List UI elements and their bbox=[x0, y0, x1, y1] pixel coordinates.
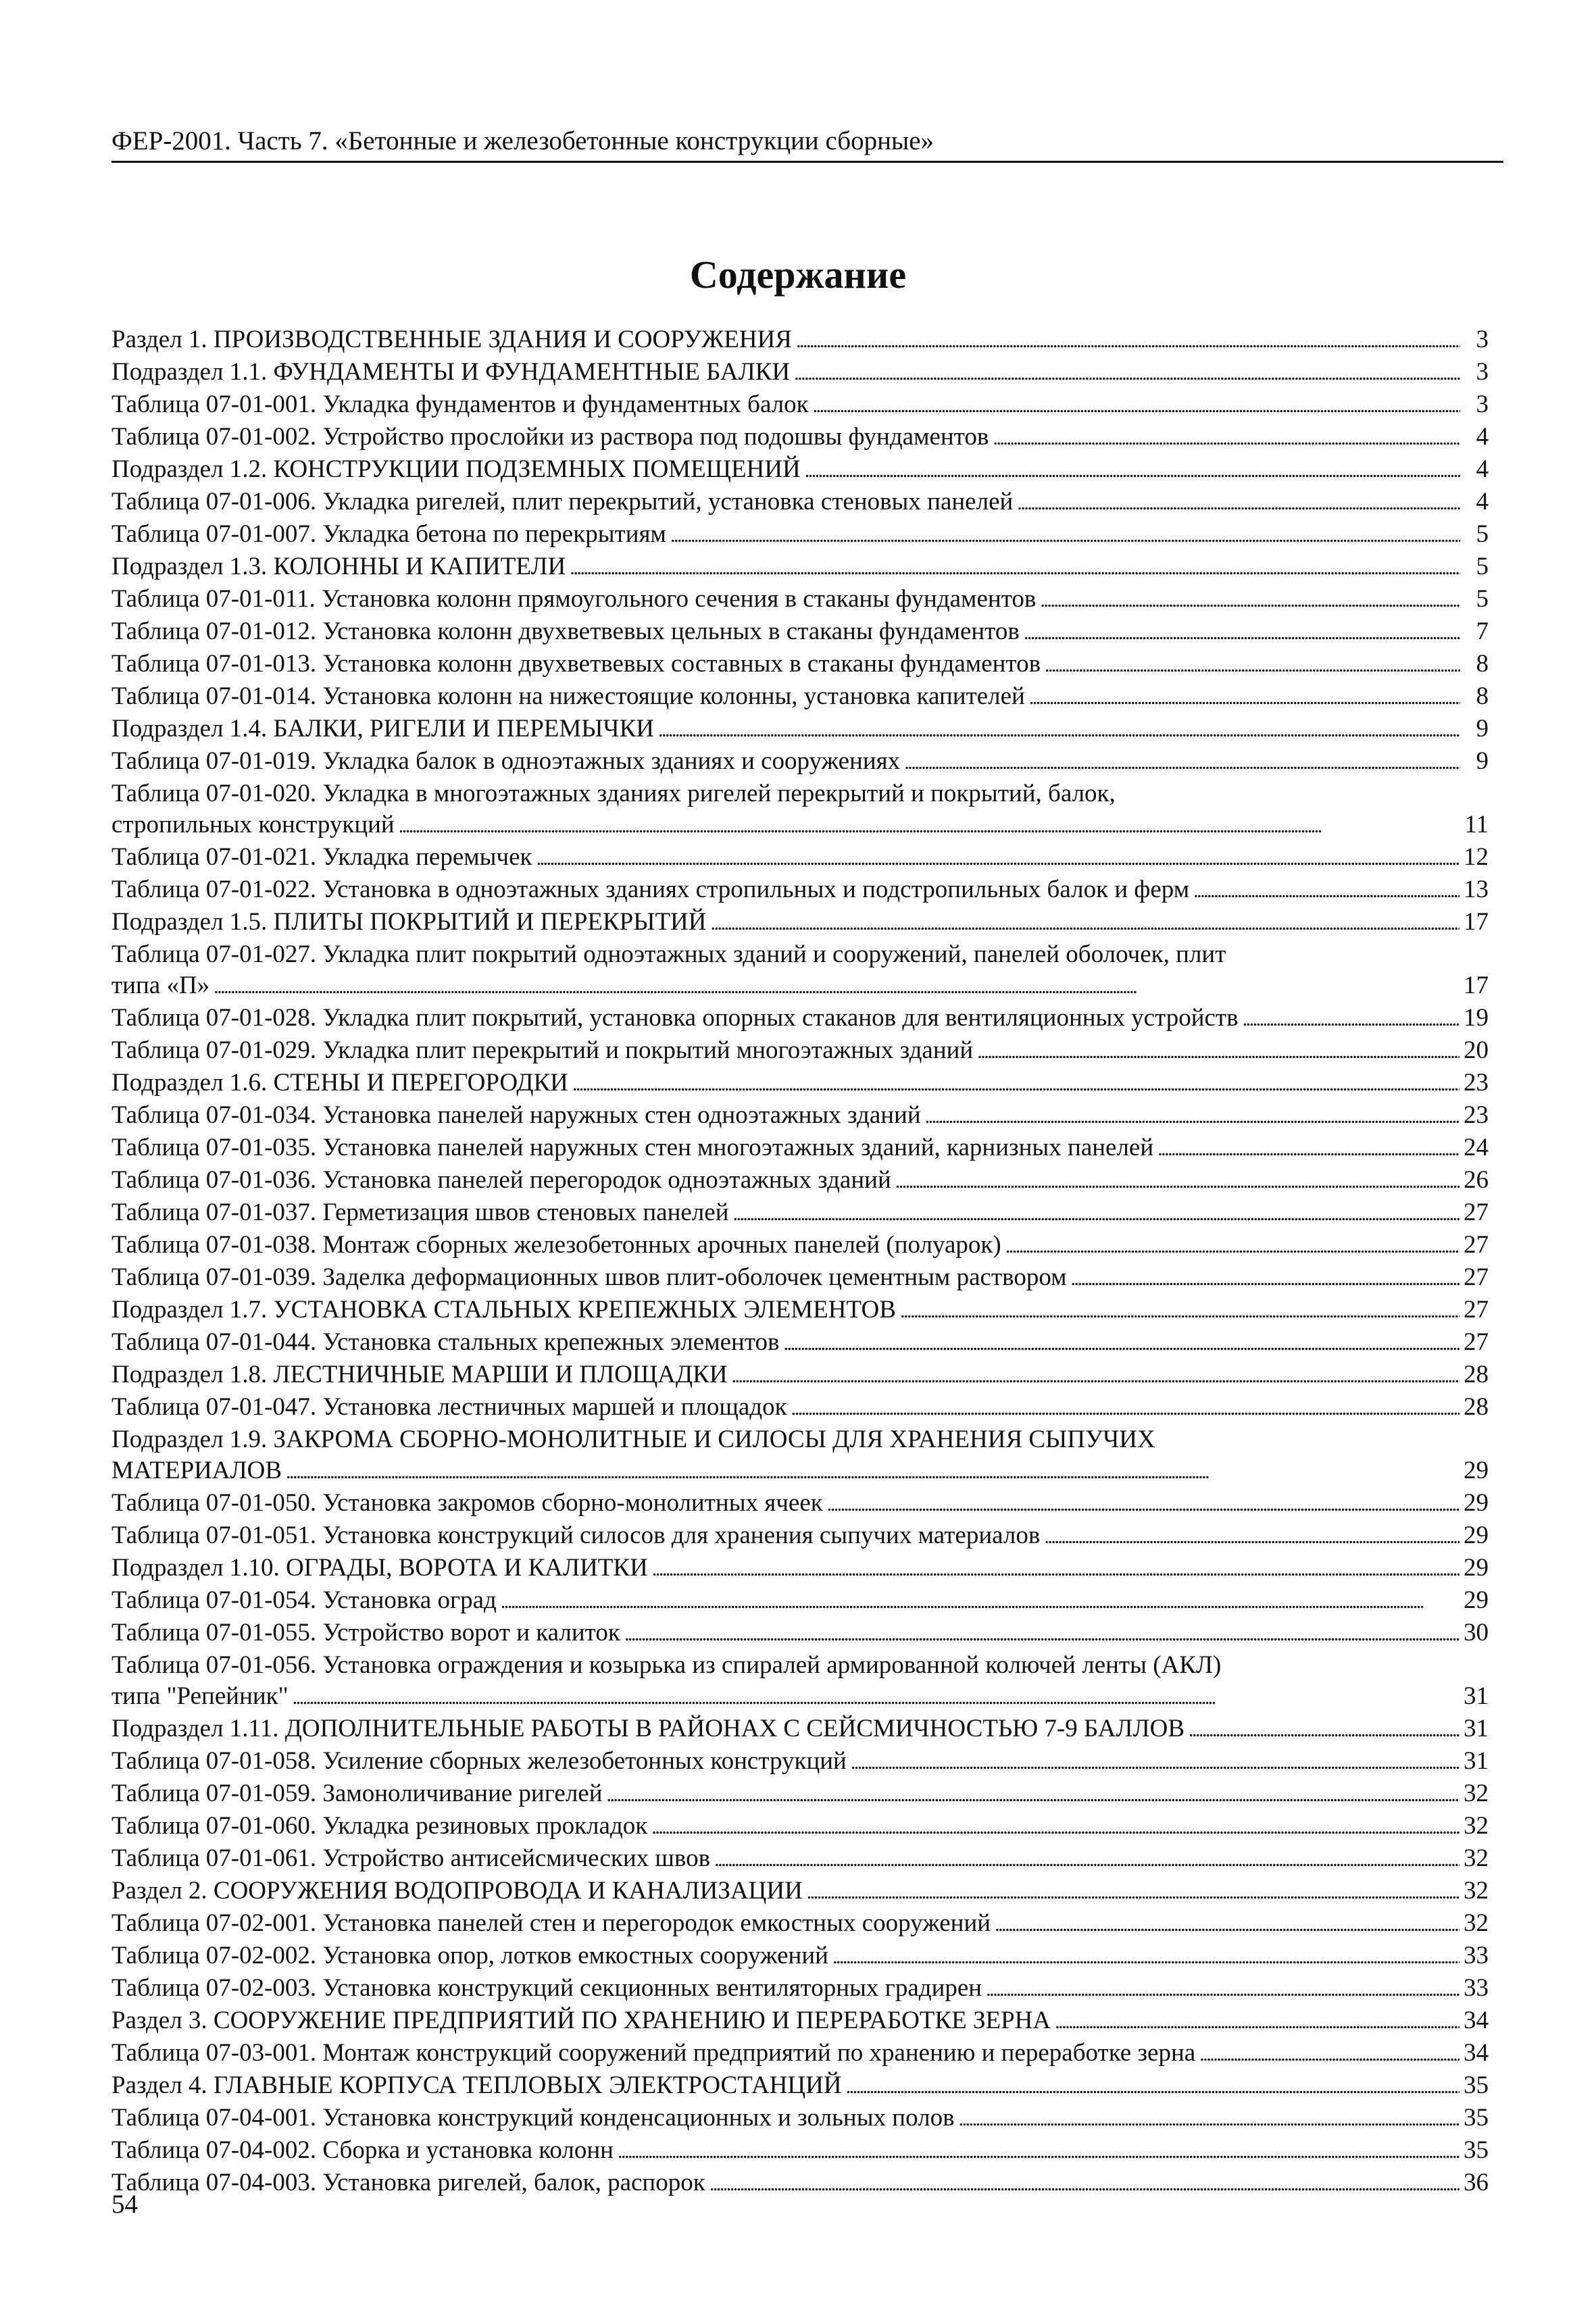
dot-leader bbox=[784, 1327, 1460, 1359]
toc-section-entry[interactable] bbox=[111, 324, 1489, 357]
toc-entry-page: 3 bbox=[1476, 391, 1489, 418]
toc-section-entry[interactable] bbox=[111, 357, 1489, 389]
toc-entry-row bbox=[111, 1100, 1489, 1132]
toc-entry-label: Таблица 07-01-036. Установка панелей перегородок одноэтажных зданий bbox=[111, 1166, 891, 1194]
toc-entry-page: 31 bbox=[1464, 1715, 1489, 1742]
toc-entry-page: 29 bbox=[1464, 1457, 1489, 1484]
toc-table-entry[interactable] bbox=[111, 842, 1489, 874]
toc-entry-row bbox=[111, 1197, 1489, 1230]
toc-entry-page: 28 bbox=[1464, 1393, 1489, 1421]
toc-entry-page: 27 bbox=[1464, 1328, 1489, 1356]
toc-entry-label: Подраздел 1.4. БАЛКИ, РИГЕЛИ И ПЕРЕМЫЧКИ bbox=[111, 715, 654, 743]
toc-entry-row bbox=[111, 1778, 1489, 1811]
toc-entry-row bbox=[111, 389, 1489, 422]
toc-table-entry[interactable] bbox=[111, 1650, 1489, 1713]
toc-table-entry[interactable] bbox=[111, 1262, 1489, 1294]
toc-entry-label: Подраздел 1.6. СТЕНЫ И ПЕРЕГОРОДКИ bbox=[111, 1069, 568, 1097]
dot-leader bbox=[711, 907, 1460, 939]
toc-entry-label: Таблица 07-01-001. Укладка фундаментов и фундаментных балок bbox=[111, 391, 809, 418]
toc-entry-row bbox=[111, 2103, 1489, 2135]
dot-leader bbox=[658, 713, 1460, 746]
toc-entry-label: Таблица 07-01-035. Установка панелей наружных стен многоэтажных зданий, карнизных панелей bbox=[111, 1134, 1154, 1161]
toc-entry-row bbox=[111, 1165, 1489, 1197]
toc-entry-page: 32 bbox=[1464, 1812, 1489, 1840]
toc-table-entry[interactable] bbox=[111, 1197, 1489, 1230]
toc-entry-first-line: Таблица 07-01-056. Установка ограждения и козырька из спиралей армированной колючей ленты (АКЛ) bbox=[111, 1651, 1222, 1679]
dot-leader bbox=[714, 1843, 1460, 1876]
dot-leader bbox=[537, 842, 1460, 874]
toc-entry-page: 30 bbox=[1464, 1619, 1489, 1646]
toc-entry-page: 24 bbox=[1464, 1134, 1489, 1161]
dot-leader bbox=[1157, 1132, 1460, 1165]
toc-section-entry[interactable] bbox=[111, 1713, 1489, 1746]
dot-leader bbox=[832, 1940, 1460, 1973]
toc-entry-page: 5 bbox=[1476, 553, 1489, 580]
toc-table-entry[interactable] bbox=[111, 1520, 1489, 1553]
toc-section-entry[interactable] bbox=[111, 713, 1489, 746]
toc-entry-page: 32 bbox=[1464, 1877, 1489, 1905]
toc-entry-page: 20 bbox=[1464, 1036, 1489, 1064]
toc-table-entry[interactable] bbox=[111, 1746, 1489, 1778]
toc-entry-row bbox=[111, 746, 1489, 778]
dot-leader bbox=[1017, 486, 1460, 519]
dot-leader bbox=[732, 1359, 1460, 1392]
toc-entry-row bbox=[111, 1035, 1489, 1067]
dot-leader bbox=[827, 1488, 1460, 1520]
toc-entry-page: 35 bbox=[1464, 2136, 1489, 2164]
dot-leader bbox=[794, 357, 1460, 389]
toc-entry-page: 31 bbox=[1464, 1747, 1489, 1775]
toc-entry-row bbox=[111, 1940, 1489, 1973]
toc-entry-label: Подраздел 1.3. КОЛОННЫ И КАПИТЕЛИ bbox=[111, 553, 566, 580]
toc-entry-row bbox=[111, 1553, 1489, 1585]
toc-entry-label: Подраздел 1.11. ДОПОЛНИТЕЛЬНЫЕ РАБОТЫ В РАЙОНАХ С СЕЙСМИЧНОСТЬЮ 7-9 БАЛЛОВ bbox=[111, 1715, 1185, 1742]
toc-entry-row bbox=[111, 1230, 1489, 1262]
toc-entry-row bbox=[111, 422, 1489, 454]
dot-leader bbox=[805, 454, 1460, 486]
dot-leader bbox=[607, 1778, 1460, 1811]
toc-entry-row bbox=[111, 1876, 1489, 1908]
toc-entry-row bbox=[111, 1359, 1489, 1392]
toc-entry-label: Таблица 07-01-054. Установка оград bbox=[111, 1586, 497, 1614]
toc-table-entry[interactable] bbox=[111, 939, 1489, 1003]
dot-leader bbox=[977, 1035, 1460, 1067]
dot-leader bbox=[286, 1455, 1460, 1488]
toc-entry-label: Раздел 2. СООРУЖЕНИЯ ВОДОПРОВОДА И КАНАЛИЗАЦИИ bbox=[111, 1877, 803, 1905]
toc-table-entry[interactable] bbox=[111, 584, 1489, 616]
dot-leader bbox=[1044, 1520, 1460, 1553]
dot-leader bbox=[796, 324, 1460, 357]
toc-entry-page: 17 bbox=[1464, 908, 1489, 936]
toc-entry-row bbox=[111, 1067, 1489, 1100]
toc-entry-label: Таблица 07-01-055. Устройство ворот и калиток bbox=[111, 1619, 620, 1646]
dot-leader bbox=[791, 1392, 1460, 1424]
dot-leader bbox=[651, 1811, 1460, 1843]
toc-entry-first-line: Подраздел 1.9. ЗАКРОМА СБОРНО-МОНОЛИТНЫЕ И СИЛОСЫ ДЛЯ ХРАНЕНИЯ СЫПУЧИХ bbox=[111, 1426, 1155, 1453]
toc-entry-page: 5 bbox=[1476, 520, 1489, 548]
toc-table-entry[interactable] bbox=[111, 1488, 1489, 1520]
toc-entry-row bbox=[111, 874, 1489, 907]
toc-entry-page: 11 bbox=[1464, 811, 1489, 838]
toc-table-entry[interactable] bbox=[111, 1035, 1489, 1067]
dot-leader bbox=[895, 1165, 1460, 1197]
dot-leader bbox=[1199, 2038, 1460, 2070]
toc-entry-page: 35 bbox=[1464, 2071, 1489, 2099]
dot-leader bbox=[1071, 1262, 1460, 1294]
toc-table-entry[interactable] bbox=[111, 2103, 1489, 2135]
toc-section-entry[interactable] bbox=[111, 907, 1489, 939]
toc-entry-page: 34 bbox=[1464, 2039, 1489, 2067]
dot-leader bbox=[399, 809, 1460, 842]
dot-leader bbox=[851, 1746, 1460, 1778]
toc-entry-label: Подраздел 1.5. ПЛИТЫ ПОКРЫТИЙ И ПЕРЕКРЫТИЙ bbox=[111, 908, 707, 936]
toc-table-entry[interactable] bbox=[111, 616, 1489, 649]
toc-table-entry[interactable] bbox=[111, 1843, 1489, 1876]
toc-entry-row bbox=[111, 681, 1489, 713]
dot-leader bbox=[1189, 1713, 1460, 1746]
toc-entry-row bbox=[111, 1392, 1489, 1424]
dot-leader bbox=[1005, 1230, 1460, 1262]
dot-leader bbox=[293, 1681, 1460, 1713]
toc-entry-page: 33 bbox=[1464, 1942, 1489, 1969]
toc-table-entry[interactable] bbox=[111, 1327, 1489, 1359]
toc-table-entry[interactable] bbox=[111, 389, 1489, 422]
toc-entry-label: Таблица 07-01-007. Укладка бетона по перекрытиям bbox=[111, 520, 666, 548]
toc-entry-label: Раздел 1. ПРОИЗВОДСТВЕННЫЕ ЗДАНИЯ И СООРУЖЕНИЯ bbox=[111, 326, 792, 353]
toc-entry-row bbox=[111, 1746, 1489, 1778]
toc-entry-page: 13 bbox=[1464, 876, 1489, 903]
toc-entry-label: Таблица 07-01-047. Установка лестничных маршей и площадок bbox=[111, 1393, 787, 1421]
toc-entry-row bbox=[111, 713, 1489, 746]
toc-entry-page: 9 bbox=[1476, 715, 1489, 743]
toc-entry-row bbox=[111, 1455, 1489, 1488]
toc-section-entry[interactable] bbox=[111, 1553, 1489, 1585]
toc-table-entry[interactable] bbox=[111, 1392, 1489, 1424]
toc-entry-row bbox=[111, 2070, 1489, 2103]
dot-leader bbox=[1243, 1003, 1460, 1035]
toc-entry-label: Таблица 07-02-002. Установка опор, лотков емкостных сооружений bbox=[111, 1942, 828, 1969]
toc-table-entry[interactable] bbox=[111, 1132, 1489, 1165]
toc-entry-row bbox=[111, 907, 1489, 939]
toc-entry-label: типа «П» bbox=[111, 972, 210, 999]
toc-entry-page: 32 bbox=[1464, 1909, 1489, 1937]
toc-entry-label: Таблица 07-01-038. Монтаж сборных железобетонных арочных панелей (полуарок) bbox=[111, 1231, 1001, 1259]
toc-entry-row bbox=[111, 1973, 1489, 2005]
toc-entry-row bbox=[111, 842, 1489, 874]
toc-entry-row bbox=[111, 1132, 1489, 1165]
toc-entry-page: 31 bbox=[1464, 1682, 1489, 1710]
toc-entry-row bbox=[111, 1488, 1489, 1520]
dot-leader bbox=[709, 2167, 1460, 2200]
toc-entry-label: Таблица 07-01-044. Установка стальных крепежных элементов bbox=[111, 1328, 780, 1356]
toc-entry-row bbox=[111, 649, 1489, 681]
toc-entry-row bbox=[111, 454, 1489, 486]
toc-entry-row bbox=[111, 1327, 1489, 1359]
toc-entry-label: Подраздел 1.2. КОНСТРУКЦИИ ПОДЗЕМНЫХ ПОМЕЩЕНИЙ bbox=[111, 455, 801, 483]
toc-section-entry[interactable] bbox=[111, 2005, 1489, 2038]
toc-entry-label: Таблица 07-01-022. Установка в одноэтажных зданиях стропильных и подстропильных балок и ферм bbox=[111, 876, 1190, 903]
toc-entry-label: Таблица 07-01-037. Герметизация швов стеновых панелей bbox=[111, 1199, 729, 1226]
toc-entry-page: 27 bbox=[1464, 1199, 1489, 1226]
toc-entry-page: 5 bbox=[1476, 585, 1489, 613]
dot-leader bbox=[986, 1973, 1460, 2005]
toc-table-entry[interactable] bbox=[111, 1585, 1489, 1617]
toc-entry-label: Подраздел 1.8. ЛЕСТНИЧНЫЕ МАРШИ И ПЛОЩАДКИ bbox=[111, 1361, 728, 1388]
toc-entry-page: 29 bbox=[1464, 1489, 1489, 1517]
dot-leader bbox=[807, 1876, 1460, 1908]
toc-table-entry[interactable] bbox=[111, 1003, 1489, 1035]
toc-entry-page: 29 bbox=[1464, 1554, 1489, 1582]
toc-entry-label: Подраздел 1.10. ОГРАДЫ, ВОРОТА И КАЛИТКИ bbox=[111, 1554, 648, 1582]
toc-table-entry[interactable] bbox=[111, 1778, 1489, 1811]
toc-entry-row bbox=[111, 1617, 1489, 1650]
toc-section-entry[interactable] bbox=[111, 2070, 1489, 2103]
toc-entry-row bbox=[111, 1294, 1489, 1327]
toc-table-entry[interactable] bbox=[111, 1165, 1489, 1197]
toc-entry-page: 4 bbox=[1476, 488, 1489, 515]
toc-entry-label: Таблица 07-02-001. Установка панелей стен и перегородок емкостных сооружений bbox=[111, 1909, 991, 1937]
toc-entry-label: Таблица 07-01-060. Укладка резиновых прокладок bbox=[111, 1812, 648, 1840]
toc-entry-page: 9 bbox=[1476, 747, 1489, 775]
toc-entry-page: 4 bbox=[1476, 455, 1489, 483]
toc-entry-label: Подраздел 1.1. ФУНДАМЕНТЫ И ФУНДАМЕНТНЫЕ БАЛКИ bbox=[111, 358, 791, 386]
toc-entry-label: Таблица 07-01-059. Замоноличивание ригелей bbox=[111, 1780, 603, 1807]
toc-entry-page: 26 bbox=[1464, 1166, 1489, 1194]
toc-entry-row bbox=[111, 1811, 1489, 1843]
toc-entry-page: 19 bbox=[1464, 1004, 1489, 1032]
dot-leader bbox=[900, 1294, 1460, 1327]
toc-section-entry[interactable] bbox=[111, 1067, 1489, 1100]
toc-entry-page: 27 bbox=[1464, 1263, 1489, 1291]
toc-entry-page: 3 bbox=[1476, 326, 1489, 353]
toc-entry-row bbox=[111, 2038, 1489, 2070]
toc-entry-page: 28 bbox=[1464, 1361, 1489, 1388]
toc-entry-row bbox=[111, 1262, 1489, 1294]
toc-entry-label: Таблица 07-01-050. Установка закромов сборно-монолитных ячеек bbox=[111, 1489, 823, 1517]
toc-entry-label: Таблица 07-04-003. Установка ригелей, балок, распорок bbox=[111, 2169, 705, 2196]
toc-entry-page: 23 bbox=[1464, 1101, 1489, 1129]
toc-entry-row bbox=[111, 486, 1489, 519]
toc-entry-page: 34 bbox=[1464, 2007, 1489, 2034]
toc-entry-page: 8 bbox=[1476, 682, 1489, 710]
toc-entry-row bbox=[111, 1520, 1489, 1553]
dot-leader bbox=[214, 970, 1460, 1003]
toc-entry-label: МАТЕРИАЛОВ bbox=[111, 1457, 282, 1484]
toc-entry-row bbox=[111, 1843, 1489, 1876]
toc-entry-page: 36 bbox=[1464, 2169, 1489, 2196]
toc-entry-row bbox=[111, 324, 1489, 357]
toc-table-entry[interactable] bbox=[111, 1230, 1489, 1262]
toc-entry-page: 12 bbox=[1464, 843, 1489, 871]
toc-entry-page: 35 bbox=[1464, 2104, 1489, 2132]
toc-entry-row bbox=[111, 584, 1489, 616]
dot-leader bbox=[670, 519, 1460, 551]
dot-leader bbox=[501, 1585, 1460, 1617]
toc-entry-label: Подраздел 1.7. УСТАНОВКА СТАЛЬНЫХ КРЕПЕЖНЫХ ЭЛЕМЕНТОВ bbox=[111, 1296, 896, 1324]
toc-entry-label: Таблица 07-01-006. Укладка ригелей, плит перекрытий, установка стеновых панелей bbox=[111, 488, 1014, 515]
toc-entry-label: Таблица 07-04-001. Установка конструкций конденсационных и зольных полов bbox=[111, 2104, 955, 2132]
toc-entry-label: Таблица 07-01-013. Установка колонн двухветвевых составных в стаканы фундаментов bbox=[111, 650, 1041, 678]
toc-entry-row bbox=[111, 970, 1489, 1003]
toc-table-entry[interactable] bbox=[111, 746, 1489, 778]
toc-table-entry[interactable] bbox=[111, 1100, 1489, 1132]
toc-entry-row bbox=[111, 2005, 1489, 2038]
toc-table-entry[interactable] bbox=[111, 486, 1489, 519]
header-divider bbox=[111, 161, 1503, 163]
toc-entry-label: стропильных конструкций bbox=[111, 811, 395, 838]
dot-leader bbox=[570, 551, 1460, 584]
dot-leader bbox=[1040, 584, 1460, 616]
toc-entry-row bbox=[111, 519, 1489, 551]
dot-leader bbox=[959, 2103, 1460, 2135]
toc-entry-row bbox=[111, 551, 1489, 584]
toc-entry-label: Таблица 07-03-001. Монтаж конструкций сооружений предприятий по хранению и переработке зерна bbox=[111, 2039, 1196, 2067]
dot-leader bbox=[572, 1067, 1460, 1100]
toc-entry-label: Таблица 07-01-034. Установка панелей наружных стен одноэтажных зданий bbox=[111, 1101, 921, 1129]
toc-entry-label: Таблица 07-01-028. Укладка плит покрытий, установка опорных стаканов для вентиляционных устройств bbox=[111, 1004, 1239, 1032]
toc-entry-row bbox=[111, 809, 1489, 842]
toc-entry-label: типа "Репейник" bbox=[111, 1682, 289, 1710]
toc-entry-row bbox=[111, 2135, 1489, 2167]
toc-entry-page: 33 bbox=[1464, 1974, 1489, 2002]
toc-table-entry[interactable] bbox=[111, 1811, 1489, 1843]
toc-entry-page: 29 bbox=[1464, 1521, 1489, 1549]
dot-leader bbox=[995, 1908, 1460, 1940]
toc-entry-row bbox=[111, 357, 1489, 389]
table-of-contents bbox=[111, 324, 1489, 2200]
toc-section-entry[interactable] bbox=[111, 1359, 1489, 1392]
dot-leader bbox=[1024, 616, 1460, 649]
toc-entry-row bbox=[111, 1908, 1489, 1940]
running-header: ФЕР-2001. Часть 7. «Бетонные и железобетонные конструкции сборные» bbox=[111, 126, 934, 155]
toc-entry-label: Таблица 07-01-011. Установка колонн прямоугольного сечения в стаканы фундаментов bbox=[111, 585, 1037, 613]
toc-table-entry[interactable] bbox=[111, 1908, 1489, 1940]
toc-entry-label: Таблица 07-01-021. Укладка перемычек bbox=[111, 843, 532, 871]
toc-table-entry[interactable] bbox=[111, 874, 1489, 907]
toc-entry-page: 27 bbox=[1464, 1296, 1489, 1324]
toc-table-entry[interactable] bbox=[111, 1617, 1489, 1650]
toc-entry-label: Таблица 07-01-051. Установка конструкций силосов для хранения сыпучих материалов bbox=[111, 1521, 1041, 1549]
dot-leader bbox=[846, 2070, 1460, 2103]
toc-entry-label: Таблица 07-02-003. Установка конструкций секционных вентиляторных градирен bbox=[111, 1974, 982, 2002]
dot-leader bbox=[993, 422, 1460, 454]
toc-entry-row bbox=[111, 1585, 1489, 1617]
toc-entry-label: Таблица 07-01-019. Укладка балок в одноэтажных зданиях и сооружениях bbox=[111, 747, 901, 775]
toc-entry-label: Таблица 07-04-002. Сборка и установка колонн bbox=[111, 2136, 614, 2164]
dot-leader bbox=[1045, 649, 1460, 681]
toc-entry-page: 4 bbox=[1476, 423, 1489, 451]
dot-leader bbox=[813, 389, 1460, 422]
toc-table-entry[interactable] bbox=[111, 422, 1489, 454]
toc-table-entry[interactable] bbox=[111, 778, 1489, 842]
toc-table-entry[interactable] bbox=[111, 649, 1489, 681]
dot-leader bbox=[624, 1617, 1460, 1650]
toc-table-entry[interactable] bbox=[111, 681, 1489, 713]
toc-entry-first-line: Таблица 07-01-027. Укладка плит покрытий одноэтажных зданий и сооружений, панелей оболочек, плит bbox=[111, 940, 1226, 968]
dot-leader bbox=[1193, 874, 1460, 907]
dot-leader bbox=[925, 1100, 1460, 1132]
toc-entry-label: Таблица 07-01-012. Установка колонн двухветвевых цельных в стаканы фундаментов bbox=[111, 618, 1020, 645]
toc-section-entry[interactable] bbox=[111, 1424, 1489, 1488]
toc-entry-page: 29 bbox=[1464, 1586, 1489, 1614]
page-number: 54 bbox=[111, 2190, 138, 2219]
toc-section-entry[interactable] bbox=[111, 1294, 1489, 1327]
toc-section-entry[interactable] bbox=[111, 1876, 1489, 1908]
toc-entry-label: Таблица 07-01-039. Заделка деформационных швов плит-оболочек цементным раствором bbox=[111, 1263, 1067, 1291]
toc-entry-page: 17 bbox=[1464, 972, 1489, 999]
toc-entry-row bbox=[111, 1681, 1489, 1713]
toc-entry-label: Таблица 07-01-058. Усиление сборных железобетонных конструкций bbox=[111, 1747, 847, 1775]
dot-leader bbox=[1029, 681, 1460, 713]
toc-entry-page: 32 bbox=[1464, 1844, 1489, 1872]
dot-leader bbox=[733, 1197, 1460, 1230]
toc-section-entry[interactable] bbox=[111, 551, 1489, 584]
toc-entry-label: Таблица 07-01-061. Устройство антисейсмических швов bbox=[111, 1844, 711, 1872]
toc-table-entry[interactable] bbox=[111, 519, 1489, 551]
toc-table-entry[interactable] bbox=[111, 2135, 1489, 2167]
toc-entry-row bbox=[111, 1003, 1489, 1035]
toc-table-entry[interactable] bbox=[111, 2038, 1489, 2070]
toc-entry-page: 27 bbox=[1464, 1231, 1489, 1259]
toc-entry-label: Раздел 3. СООРУЖЕНИЕ ПРЕДПРИЯТИЙ ПО ХРАНЕНИЮ И ПЕРЕРАБОТКЕ ЗЕРНА bbox=[111, 2007, 1051, 2034]
dot-leader bbox=[618, 2135, 1460, 2167]
toc-entry-first-line: Таблица 07-01-020. Укладка в многоэтажных зданиях ригелей перекрытий и покрытий, балок, bbox=[111, 780, 1116, 807]
toc-table-entry[interactable] bbox=[111, 1973, 1489, 2005]
toc-entry-label: Раздел 4. ГЛАВНЫЕ КОРПУСА ТЕПЛОВЫХ ЭЛЕКТРОСТАНЦИЙ bbox=[111, 2071, 842, 2099]
toc-table-entry[interactable] bbox=[111, 1940, 1489, 1973]
toc-entry-page: 3 bbox=[1476, 358, 1489, 386]
toc-entry-page: 23 bbox=[1464, 1069, 1489, 1097]
toc-entry-row bbox=[111, 2167, 1489, 2200]
toc-entry-label: Таблица 07-01-029. Укладка плит перекрытий и покрытий многоэтажных зданий bbox=[111, 1036, 974, 1064]
toc-table-entry[interactable] bbox=[111, 2167, 1489, 2200]
toc-entry-row bbox=[111, 616, 1489, 649]
toc-entry-label: Таблица 07-01-002. Устройство прослойки из раствора под подошвы фундаментов bbox=[111, 423, 989, 451]
toc-entry-page: 32 bbox=[1464, 1780, 1489, 1807]
toc-section-entry[interactable] bbox=[111, 454, 1489, 486]
toc-entry-page: 8 bbox=[1476, 650, 1489, 678]
dot-leader bbox=[652, 1553, 1460, 1585]
toc-entry-label: Таблица 07-01-014. Установка колонн на нижестоящие колонны, установка капителей bbox=[111, 682, 1025, 710]
dot-leader bbox=[904, 746, 1460, 778]
toc-entry-page: 7 bbox=[1476, 618, 1489, 645]
dot-leader bbox=[1055, 2005, 1460, 2038]
toc-entry-row bbox=[111, 1713, 1489, 1746]
page-title: Содержание bbox=[689, 253, 907, 297]
